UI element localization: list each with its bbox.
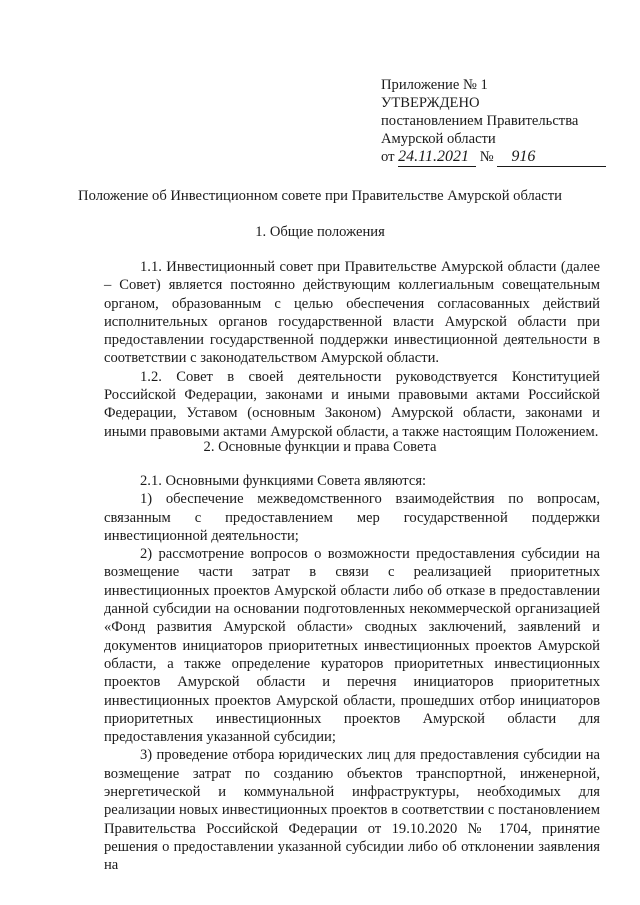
handwritten-number: 916: [497, 148, 606, 167]
approval-date-line: [381, 148, 606, 167]
section-1-body: [104, 258, 600, 441]
section-1-heading: 1. Общие положения: [255, 224, 385, 240]
list-item-1: 1) обеспечение межведомственного взаимодействия по вопросам, связанным с предоставлением мер государственной поддержки инвестиционной деятельности;: [104, 491, 600, 544]
approval-stamp: [381, 76, 606, 167]
approved-by-line-2: Амурской области: [381, 131, 496, 147]
list-item-2: 2) рассмотрение вопросов о возможности предоставления субсидии на возмещение части затрат в связи с реализацией приоритетных инвестиционных проектов Амурской области либо об отказе в предоставлении данной субсидии на основании подготовленных некоммерческой организацией «Фонд развития Амурской области» сводных заключений, заявлений и документов инициаторов приоритетных инвестиционных проектов Амурской области, а также определение кураторов приоритетных инвестиционных проектов Амурской области и перечня инициаторов приоритетных инвестиционных проектов Амурской области, прошедших отбор инициаторов приоритетных инвестиционных проектов Амурской области для предоставления указанной субсидии;: [104, 546, 600, 746]
approved-label: УТВЕРЖДЕНО: [381, 95, 480, 111]
handwritten-date: 24.11.2021: [398, 148, 476, 167]
number-sign: №: [479, 149, 494, 165]
approved-by-line-1: постановлением Правительства: [381, 113, 579, 129]
list-item-3: 3) проведение отбора юридических лиц для предоставления субсидии на возмещение затрат по созданию объектов транспортной, инженерной, энергетической и коммунальной инфраструктуры, необходимых для реализации новых инвестиционных проектов в соответствии с постановлением Правительства Российской Федерации от 19.10.2020 № 1704, принятие решения о предоставлении указанной субсидии либо об отклонении заявления на: [104, 747, 600, 874]
section-2-heading: 2. Основные функции и права Совета: [203, 439, 437, 455]
date-prefix: от: [381, 149, 395, 165]
paragraph-1-1: 1.1. Инвестиционный совет при Правительстве Амурской области (далее – Совет) является постоянно действующим коллегиальным совещательным органом, образованным с целью обеспечения согласованных действий исполнительных органов государственной власти Амурской области при предоставлении государственной поддержки инвестиционной деятельности в соответствии с законодательством Амурской области.: [104, 259, 600, 367]
document-title: Положение об Инвестиционном совете при Правительстве Амурской области: [78, 188, 562, 204]
section-2-body: [104, 472, 600, 875]
appendix-label: Приложение № 1: [381, 77, 488, 93]
paragraph-2-1: 2.1. Основными функциями Совета являются:: [140, 473, 427, 489]
paragraph-1-2: 1.2. Совет в своей деятельности руководствуется Конституцией Российской Федерации, законами и иными правовыми актами Российской Федерации, Уставом (основным Законом) Амурской области, законами и иными правовыми актами Амурской области, а также настоящим Положением.: [104, 368, 600, 440]
